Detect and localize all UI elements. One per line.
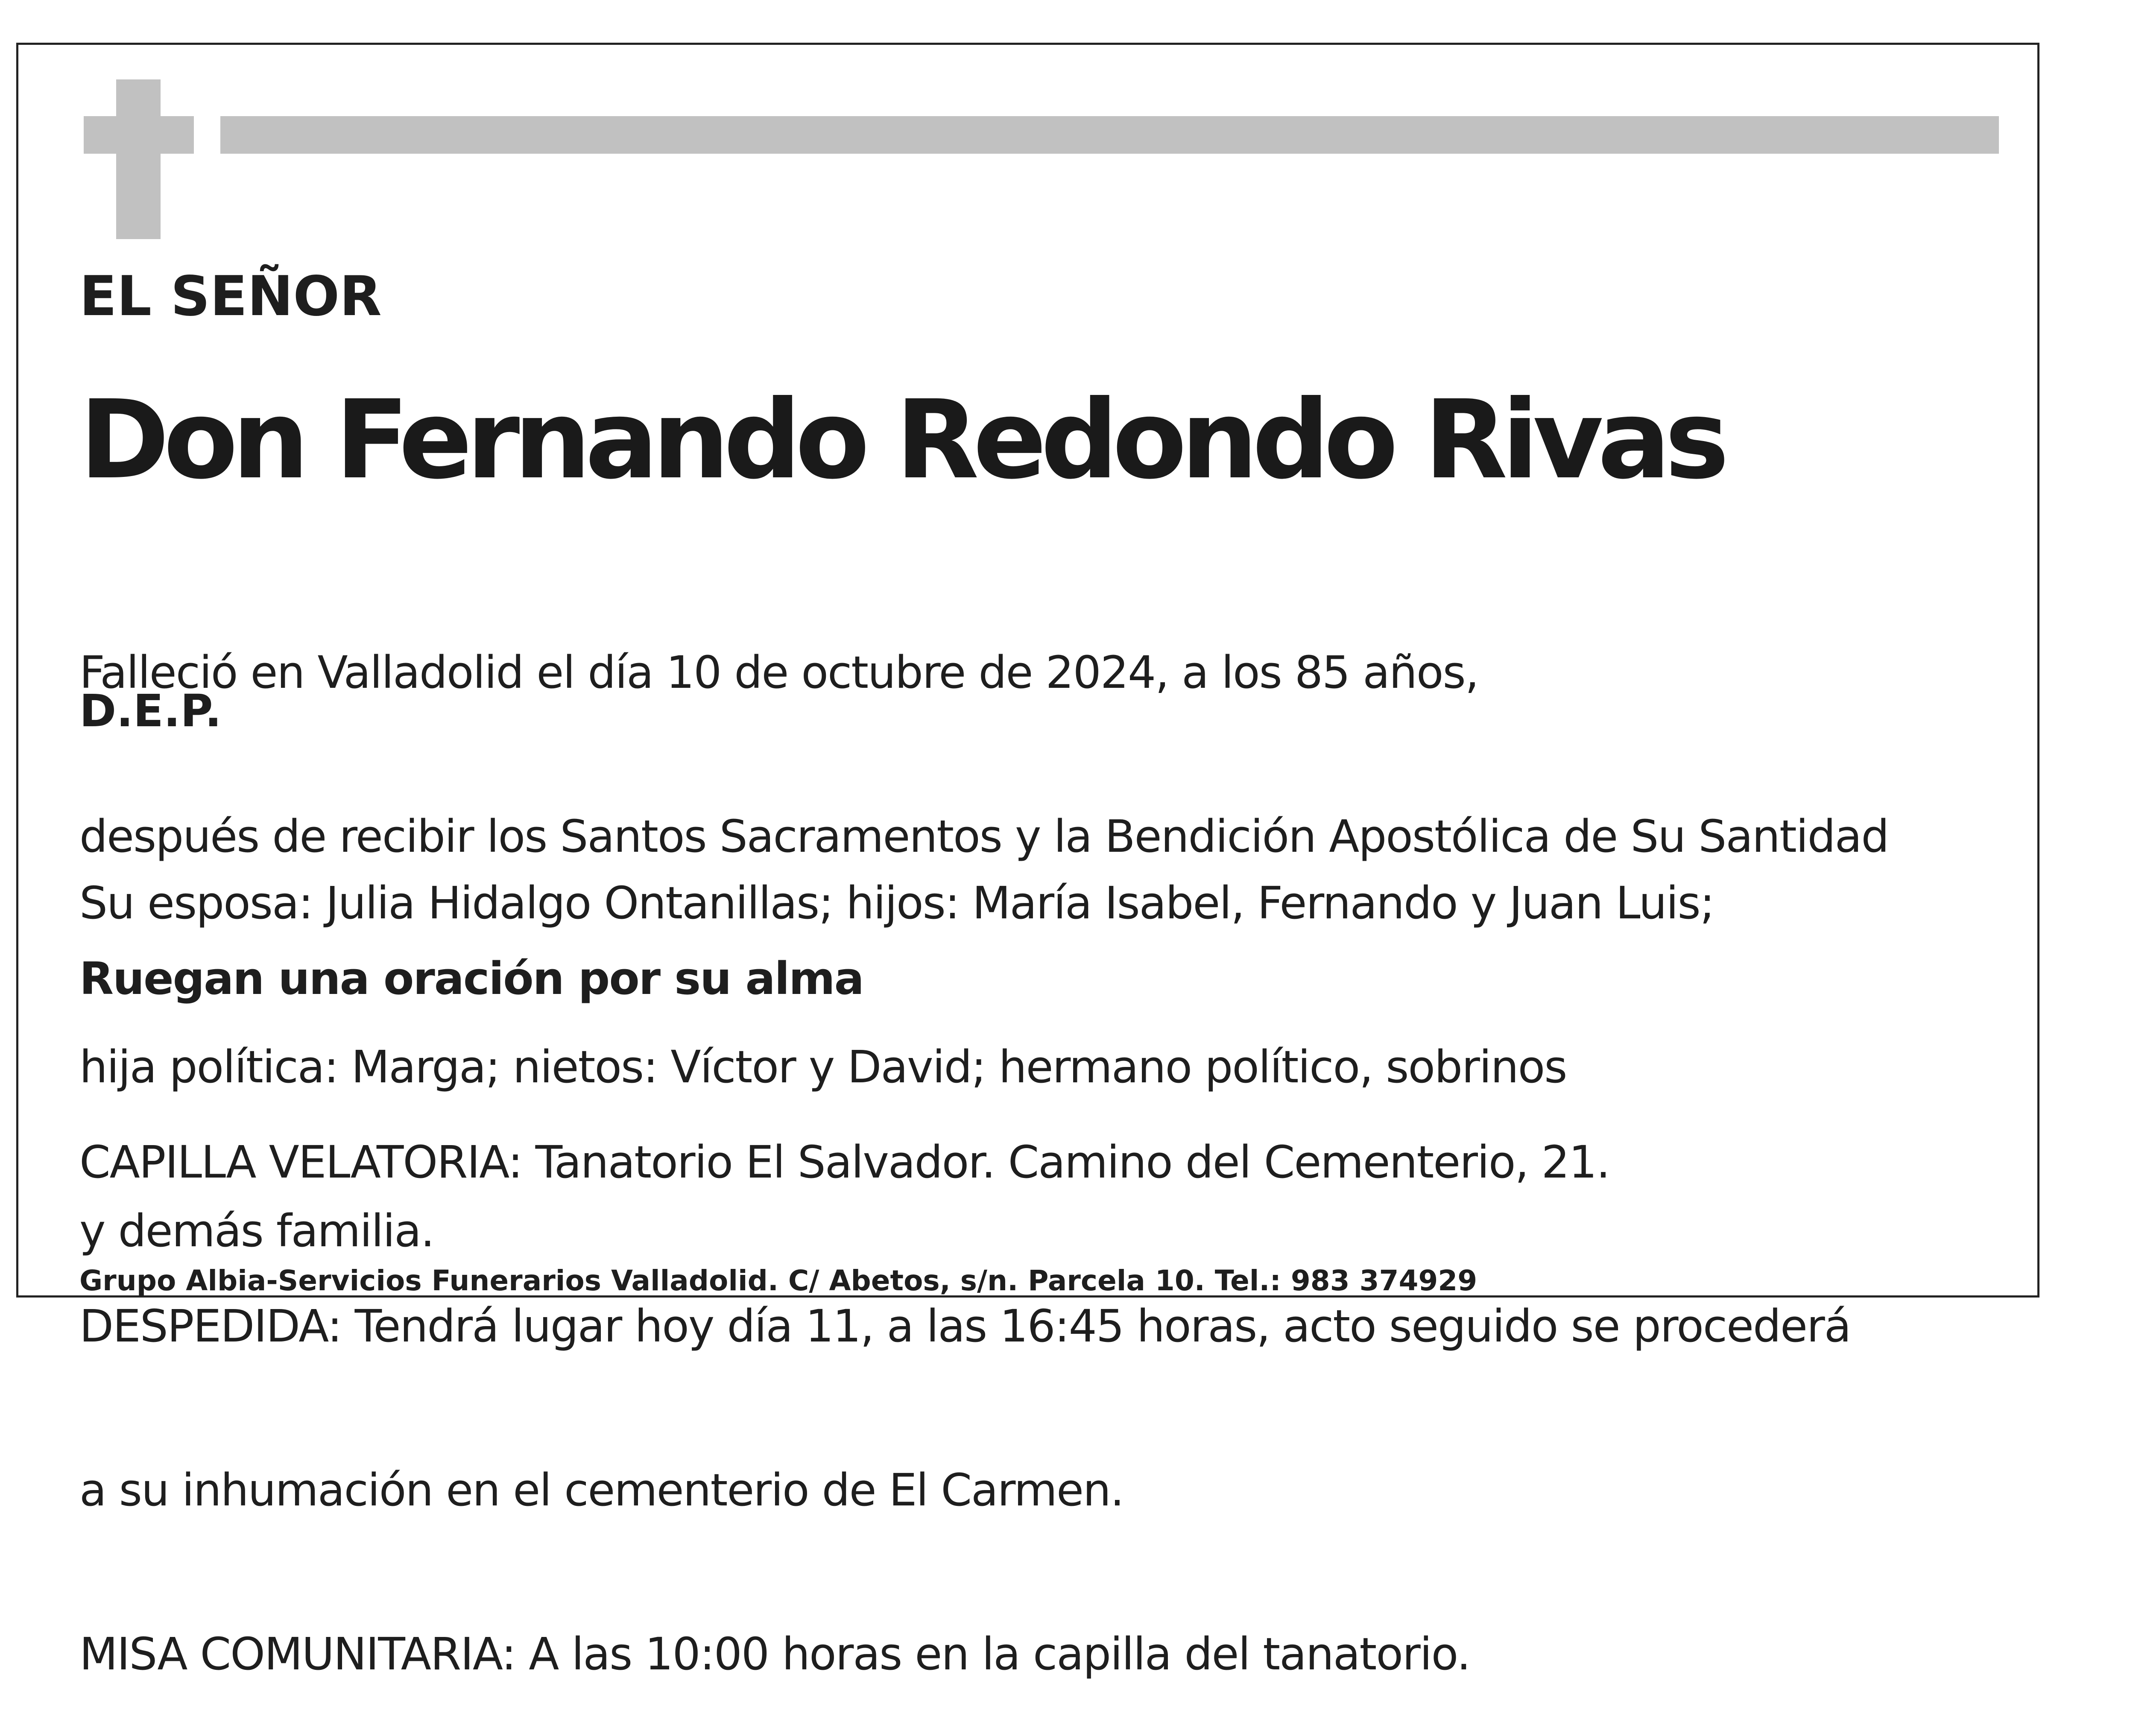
services-line: a su inhumación en el cementerio de El Carmen. <box>79 1464 1124 1516</box>
services-line: MISA COMUNITARIA: A las 10:00 horas en la capilla del tanatorio. <box>79 1628 1470 1680</box>
rest-in-peace-label: D.E.P. <box>79 685 222 737</box>
services-line: CAPILLA VELATORIA: Tanatorio El Salvador. Camino del Cementerio, 21. <box>79 1136 1610 1188</box>
services-info <box>79 1026 1850 1736</box>
deceased-name: Don Fernando Redondo Rivas <box>79 377 1723 503</box>
cross-icon-crossbar <box>84 116 194 154</box>
services-line: DESPEDIDA: Tendrá lugar hoy día 11, a las 16:45 horas, acto seguido se procederá <box>79 1300 1851 1352</box>
prayer-request: Ruegan una oración por su alma <box>79 953 863 1005</box>
cross-icon <box>116 79 161 239</box>
death-details-line: Falleció en Valladolid el día 10 de octubre de 2024, a los 85 años, <box>79 646 1478 698</box>
family-line: hija política: Marga; nietos: Víctor y David; hermano político, sobrinos <box>79 1041 1567 1093</box>
family-line: y demás familia. <box>79 1205 434 1257</box>
decorative-rule <box>220 116 1999 154</box>
funeral-home-footer: Grupo Albia-Servicios Funerarios Valladolid. C/ Abetos, s/n. Parcela 10. Tel.: 983 374929 <box>79 1264 1478 1297</box>
family-line: Su esposa: Julia Hidalgo Ontanillas; hijos: María Isabel, Fernando y Juan Luis; <box>79 877 1714 929</box>
title-prefix: EL SEÑOR <box>79 265 382 328</box>
death-details-line: después de recibir los Santos Sacramentos y la Bendición Apostólica de Su Santidad <box>79 810 1889 862</box>
